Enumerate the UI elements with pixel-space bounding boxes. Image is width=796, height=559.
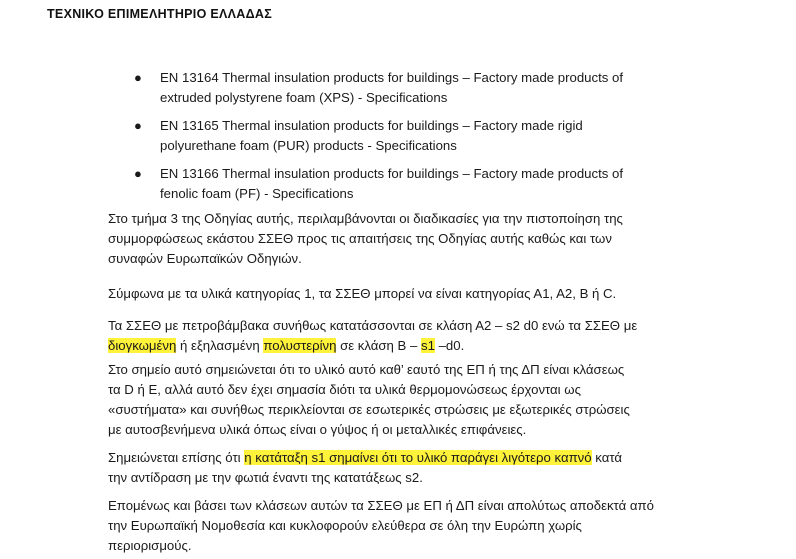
text-span: κατά (591, 450, 622, 465)
bullet-icon: ● (134, 118, 142, 133)
paragraph-classes (108, 316, 716, 356)
paragraph-line: την Ευρωπαϊκή Νομοθεσία και κυκλοφορούν ελεύθερα σε όλη την Ευρώπη χωρίς (108, 518, 582, 533)
paragraph-line: συναφών Ευρωπαϊκών Οδηγιών. (108, 251, 302, 266)
paragraph-directive (108, 209, 716, 269)
highlighted-text: πολυστερίνη (263, 338, 337, 353)
text-span: ή εξηλασμένη (176, 338, 264, 353)
text-span: –d0. (434, 338, 465, 353)
list-item-line: EN 13164 Thermal insulation products for buildings – Factory made products of (160, 70, 624, 85)
list-item (108, 164, 716, 204)
paragraph-categories (108, 284, 716, 304)
highlighted-text: η κατάταξη s1 σημαίνει ότι το υλικό παράγει λιγότερο καπνό (244, 450, 592, 465)
text-span: σε κλάση Β – (336, 338, 421, 353)
paragraph-line: με αυτοσβενήμενα υλικά όπως είναι ο γύψος ή οι μεταλλικές επιφάνειες. (108, 422, 527, 437)
paragraph-line: Στο σημείο αυτό σημειώνεται ότι το υλικό αυτό καθ’ εαυτό της ΕΠ ή της ΔΠ είναι κλάσεως (108, 362, 625, 377)
paragraph-line: Σύμφωνα με τα υλικά κατηγορίας 1, τα ΣΣΕΘ μπορεί να είναι κατηγορίας Α1, Α2, Β ή C. (108, 286, 617, 301)
bullet-icon: ● (134, 70, 142, 85)
page-header-title: ΤΕΧΝΙΚΟ ΕΠΙΜΕΛΗΤΗΡΙΟ ΕΛΛΑΔΑΣ (47, 7, 273, 21)
highlighted-text: s1 (421, 338, 435, 353)
list-item (108, 116, 716, 156)
paragraph-line: την αντίδραση με την φωτιά έναντι της κατατάξεως s2. (108, 470, 423, 485)
paragraph-line: Επομένως και βάσει των κλάσεων αυτών τα ΣΣΕΘ με ΕΠ ή ΔΠ είναι απολύτως αποδεκτά από (108, 498, 654, 513)
paragraph-line: Στο τμήμα 3 της Οδηγίας αυτής, περιλαμβάνονται οι διαδικασίες για την πιστοποίηση της (108, 211, 623, 226)
list-item (108, 68, 716, 108)
paragraph-line: περιορισμούς. (108, 538, 192, 553)
paragraph-note (108, 360, 716, 440)
list-item-line: fenolic foam (PF) - Specifications (160, 186, 354, 201)
paragraph-line (108, 336, 716, 356)
standards-list (108, 68, 716, 212)
text-span: Σημειώνεται επίσης ότι (108, 450, 245, 465)
paragraph-line: Τα ΣΣΕΘ με πετροβάμβακα συνήθως κατατάσσονται σε κλάση Α2 – s2 d0 ενώ τα ΣΣΕΘ με (108, 318, 638, 333)
highlighted-text: διογκωμένη (108, 338, 177, 353)
paragraph-smoke (108, 448, 716, 488)
bullet-icon: ● (134, 166, 142, 181)
list-item-line: EN 13166 Thermal insulation products for buildings – Factory made products of (160, 166, 624, 181)
paragraph-conclusion (108, 496, 716, 556)
list-item-line: extruded polystyrene foam (XPS) - Specifications (160, 90, 448, 105)
paragraph-line: τα D ή E, αλλά αυτό δεν έχει σημασία διότι τα υλικά θερμομονώσεως έρχονται ως (108, 382, 581, 397)
paragraph-line: συμμορφώσεως εκάστου ΣΣΕΘ προς τις απαιτήσεις της Οδηγίας αυτής καθώς και των (108, 231, 612, 246)
list-item-line: EN 13165 Thermal insulation products for buildings – Factory made rigid (160, 118, 583, 133)
list-item-line: polyurethane foam (PUR) products - Specifications (160, 138, 457, 153)
paragraph-line (108, 448, 716, 468)
paragraph-line: «συστήματα» και συνήθως περικλείονται σε εσωτερικές στρώσεις με εξωτερικές στρώσεις (108, 402, 630, 417)
